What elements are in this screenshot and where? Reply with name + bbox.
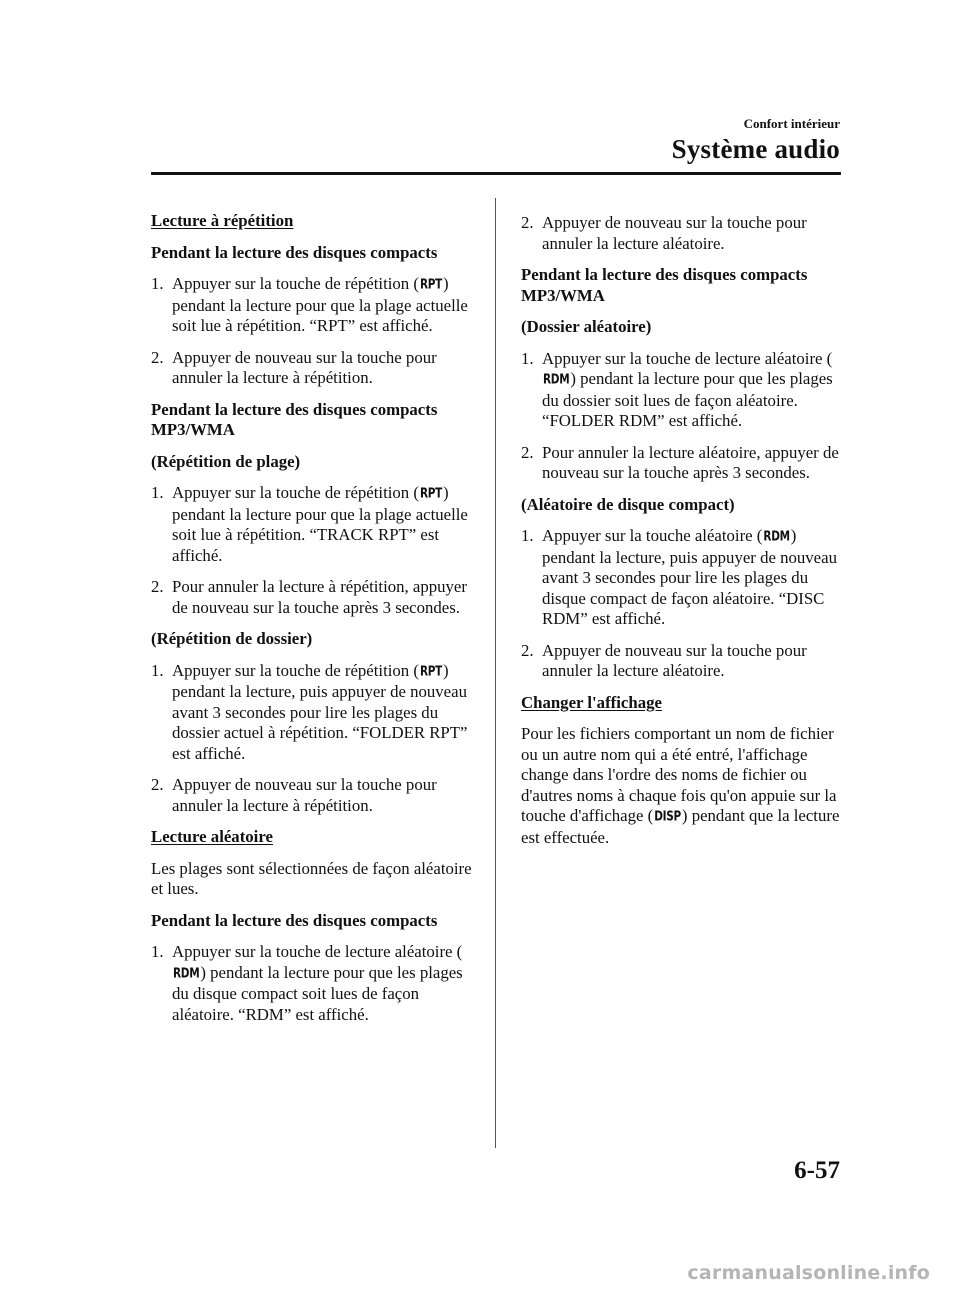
header-divider — [151, 172, 841, 175]
step-text: Pour annuler la lecture à répétition, appuyer de nouveau sur la touche après 3 secondes. — [172, 577, 467, 617]
step-text: Appuyer de nouveau sur la touche pour annuler la lecture aléatoire. — [542, 640, 807, 680]
step-number: 1. — [521, 526, 534, 545]
step-text: Appuyer sur la touche de lecture aléatoire ( — [172, 942, 463, 961]
section-title-repeat: Lecture à répétition — [151, 211, 294, 230]
display-paragraph — [521, 724, 845, 848]
step-text: Appuyer sur la touche de répétition ( — [172, 660, 419, 680]
list-item — [521, 213, 845, 254]
step-text: ) pendant la lecture pour que la plage actuelle soit lue à répétition. “TRACK RPT” est affiché. — [172, 483, 468, 565]
list-item — [521, 526, 845, 630]
random-cd-heading: Pendant la lecture des disques compacts — [151, 910, 438, 930]
step-text: Appuyer de nouveau sur la touche pour annuler la lecture à répétition. — [172, 347, 437, 387]
step-number: 2. — [151, 775, 164, 794]
rpt-button-icon: RPT — [419, 277, 443, 293]
disp-button-icon: DISP — [654, 809, 681, 825]
list-item — [151, 942, 475, 1025]
page-number: 6-57 — [794, 1157, 840, 1184]
step-number: 2. — [151, 347, 164, 367]
step-number: 2. — [521, 213, 534, 232]
step-number: 2. — [521, 442, 534, 462]
step-text: Appuyer de nouveau sur la touche pour annuler la lecture aléatoire. — [542, 213, 807, 253]
folder-repeat-heading: (Répétition de dossier) — [151, 629, 313, 648]
paragraph-text: ) pendant que la lecture est effectuée. — [521, 806, 840, 847]
step-number: 2. — [521, 640, 534, 660]
step-text: Appuyer de nouveau sur la touche pour annuler la lecture à répétition. — [172, 775, 437, 815]
step-text: Appuyer sur la touche de répétition ( — [172, 483, 419, 502]
list-item — [521, 443, 845, 484]
rpt-button-icon: RPT — [419, 486, 443, 502]
step-text: ) pendant la lecture, puis appuyer de nouveau avant 3 secondes pour lire les plages du disque compact de façon aléatoire. “DISC RDM” est affiché. — [542, 526, 837, 628]
section-title-random: Lecture aléatoire — [151, 827, 273, 846]
rdm-button-icon: RDM — [763, 529, 790, 545]
left-column — [151, 211, 475, 1036]
step-text: ) pendant la lecture pour que la plage actuelle soit lue à répétition. “RPT” est affiché. — [172, 274, 468, 335]
mp3-heading: Pendant la lecture des disques compacts MP3/WMA — [521, 265, 808, 305]
step-number: 1. — [151, 274, 164, 293]
column-divider — [495, 198, 496, 1148]
watermark: carmanualsonline.info — [687, 1262, 930, 1284]
step-number: 1. — [151, 942, 164, 961]
random-intro: Les plages sont sélectionnées de façon aléatoire et lues. — [151, 858, 472, 898]
list-item — [151, 483, 475, 566]
cd-heading: Pendant la lecture des disques compacts — [151, 242, 438, 262]
page-title: Système audio — [671, 134, 840, 164]
list-item — [151, 348, 475, 389]
step-text: ) pendant la lecture pour que les plages du dossier soit lues de façon aléatoire. “FOLDER RDM” est affiché. — [542, 369, 833, 430]
mp3-heading: Pendant la lecture des disques compacts MP3/WMA — [151, 399, 438, 439]
list-item — [521, 641, 845, 682]
list-item — [151, 775, 475, 816]
step-text: Appuyer sur la touche de répétition ( — [172, 274, 419, 293]
step-text: ) pendant la lecture pour que les plages du disque compact soit lues de façon aléatoire. “RDM” est affiché. — [172, 962, 463, 1024]
list-item — [151, 274, 475, 337]
section-title-display: Changer l'affichage — [521, 692, 662, 712]
step-text: Appuyer sur la touche de lecture aléatoire ( — [542, 348, 833, 368]
folder-random-heading: (Dossier aléatoire) — [521, 317, 652, 336]
chapter-label: Confort intérieur — [743, 116, 840, 131]
track-repeat-heading: (Répétition de plage) — [151, 451, 301, 471]
step-number: 2. — [151, 577, 164, 596]
right-column — [521, 213, 845, 859]
rdm-button-icon: RDM — [173, 965, 200, 981]
list-item — [151, 661, 475, 765]
step-text: Pour annuler la lecture aléatoire, appuyer de nouveau sur la touche après 3 secondes. — [542, 442, 839, 482]
list-item — [521, 349, 845, 432]
step-text: ) pendant la lecture, puis appuyer de nouveau avant 3 secondes pour lire les plages du dossier actuel à répétition. “FOLDER RPT” est affiché. — [172, 660, 468, 763]
paragraph-text: Pour les fichiers comportant un nom de fichier ou un autre nom qui a été entré, l'affichage change dans l'ordre des noms de fichier ou d'autres noms à chaque fois qu'on appuie sur la touche d'affichage ( — [521, 724, 837, 825]
step-number: 1. — [521, 348, 534, 368]
rpt-button-icon: RPT — [419, 663, 443, 679]
step-number: 1. — [151, 483, 164, 502]
step-number: 1. — [151, 660, 164, 680]
rdm-button-icon: RDM — [543, 372, 570, 388]
step-text: Appuyer sur la touche aléatoire ( — [542, 526, 763, 545]
list-item — [151, 577, 475, 618]
disc-random-heading: (Aléatoire de disque compact) — [521, 494, 735, 514]
